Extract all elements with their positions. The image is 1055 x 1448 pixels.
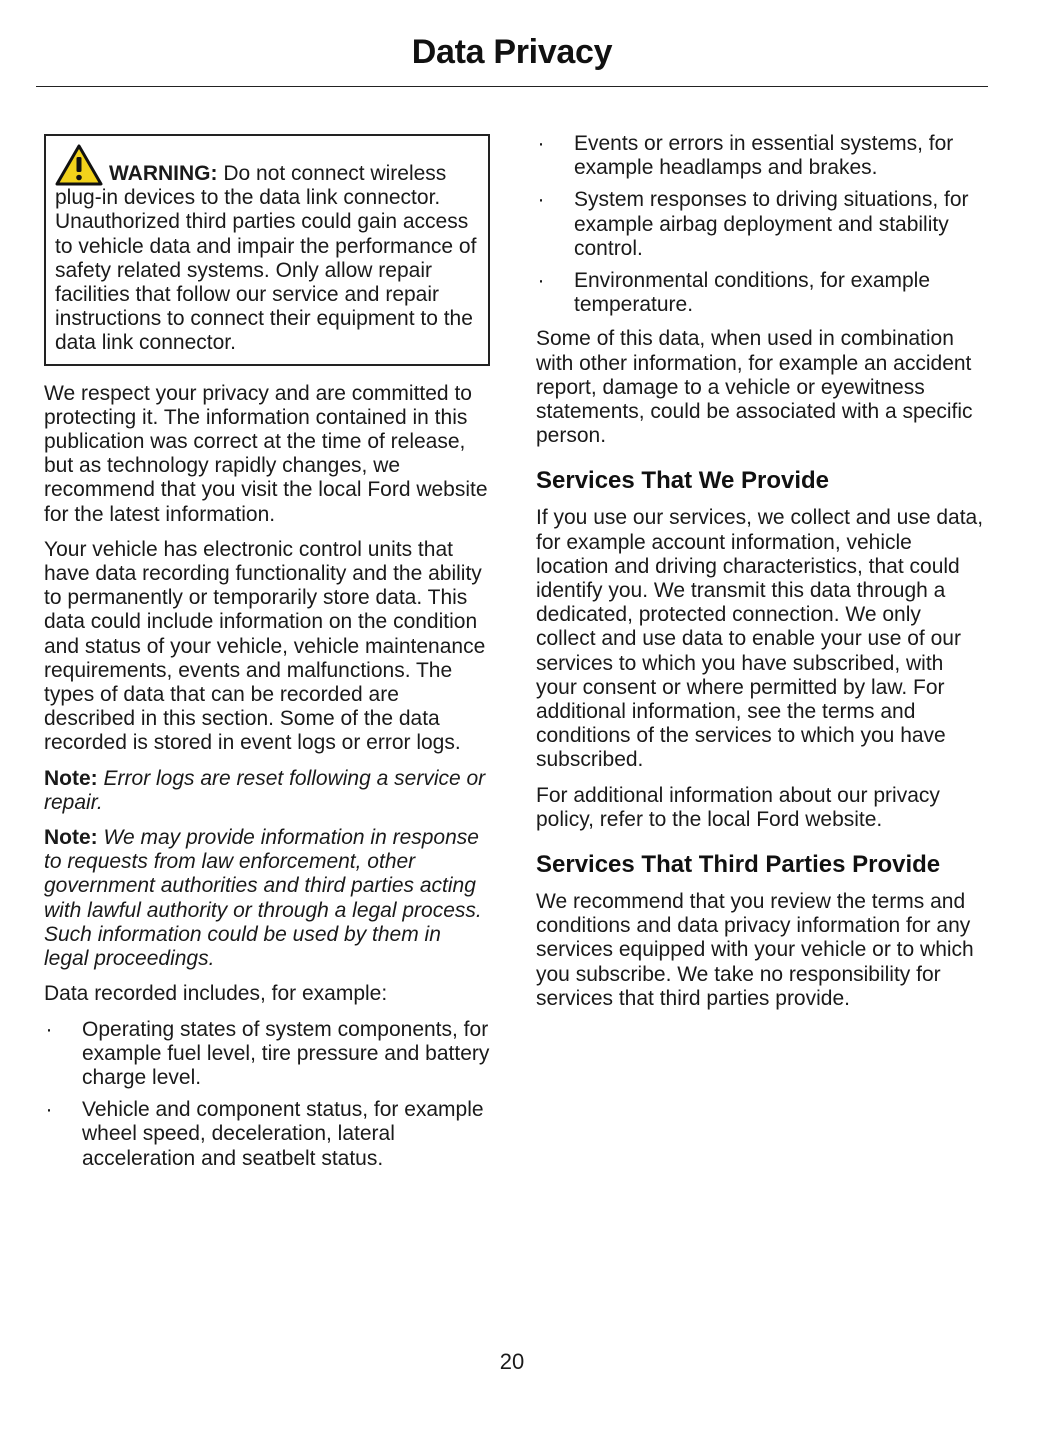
note-law-enforcement (44, 826, 490, 971)
data-association-paragraph: Some of this data, when used in combination with other information, for example an accident report, damage to a vehicle or eyewitness statements, could be associated with a specific person. (536, 327, 973, 448)
bullet-dot: · (537, 188, 545, 212)
list-item (536, 269, 984, 317)
right-column (536, 132, 984, 1022)
page-number: 20 (499, 1349, 525, 1374)
title-divider (36, 86, 988, 87)
warning-paragraph (55, 144, 480, 356)
data-recorded-intro: Data recorded includes, for example: (44, 982, 388, 1006)
privacy-intro-paragraph: We respect your privacy and are committed to protecting it. The information contained in this publication was correct at the time of release, but as technology rapidly changes, we recommend that you visit the local Ford website for the latest information. (44, 381, 488, 526)
warning-triangle-icon (55, 144, 103, 186)
note-text: We may provide information in response to requests from law enforcement, other government authorities and third parties acting with lawful authority or through a legal process. Such information could be used by them in legal proceedings. (44, 826, 482, 971)
section-heading-services-we-provide: Services That We Provide (536, 467, 830, 495)
list-item (536, 132, 984, 180)
left-column (44, 134, 490, 1181)
list-item-text: Environmental conditions, for example temperature. (574, 269, 931, 317)
section-heading-third-party-services: Services That Third Parties Provide (536, 851, 941, 879)
services-we-provide-paragraph: If you use our services, we collect and use data, for example account information, vehicle location and driving characteristics, that could identify you. We transmit this data through a dedicated, protected connection. We only collect and use data to enable your use of our services to which you have subscribed, with your consent or where permitted by law. For additional information, see the terms and conditions of the services to which you have subscribed. (536, 506, 984, 772)
third-party-services-paragraph: We recommend that you review the terms and conditions and data privacy information for any services equipped with your vehicle or to which you subscribe. We take no responsibility for services that third parties provide. (536, 890, 974, 1010)
list-item-text: Vehicle and component status, for example wheel speed, deceleration, lateral acceleration and seatbelt status. (82, 1098, 484, 1170)
list-item-text: System responses to driving situations, for example airbag deployment and stability control. (574, 188, 969, 260)
bullet-dot: · (45, 1098, 53, 1122)
list-item (536, 188, 984, 261)
warning-box (44, 134, 490, 366)
list-item-text: Events or errors in essential systems, for example headlamps and brakes. (574, 132, 954, 180)
list-item-text: Operating states of system components, for example fuel level, tire pressure and battery charge level. (82, 1017, 490, 1089)
warning-text: Do not connect wireless plug-in devices to the data link connector. Unauthorized third parties could gain access to vehicle data and impair the performance of safety related systems. Only allow repair facilities that follow our service and repair instructions to connect their equipment to the data link connector. (55, 162, 477, 355)
note-label: Note: (44, 826, 98, 850)
data-recorded-list-continued (536, 132, 984, 317)
note-error-logs (44, 767, 490, 815)
privacy-policy-paragraph: For additional information about our privacy policy, refer to the local Ford website. (536, 783, 940, 831)
note-text: Error logs are reset following a service or repair. (44, 766, 486, 814)
page-title: Data Privacy (411, 33, 613, 71)
bullet-dot: · (45, 1017, 53, 1041)
list-item (44, 1018, 490, 1091)
data-recording-paragraph: Your vehicle has electronic control units that have data recording functionality and the ability to permanently or temporarily store data. This data could include information on the condition and status of your vehicle, vehicle maintenance requirements, events and malfunctions. The types of data that can be recorded are described in this section. Some of the data recorded is stored in event logs or error logs. (44, 537, 486, 755)
data-recorded-list (44, 1018, 490, 1171)
note-label: Note: (44, 766, 98, 790)
bullet-dot: · (537, 269, 545, 293)
bullet-dot: · (537, 132, 545, 155)
list-item (44, 1098, 490, 1171)
warning-label: WARNING: (109, 162, 218, 185)
